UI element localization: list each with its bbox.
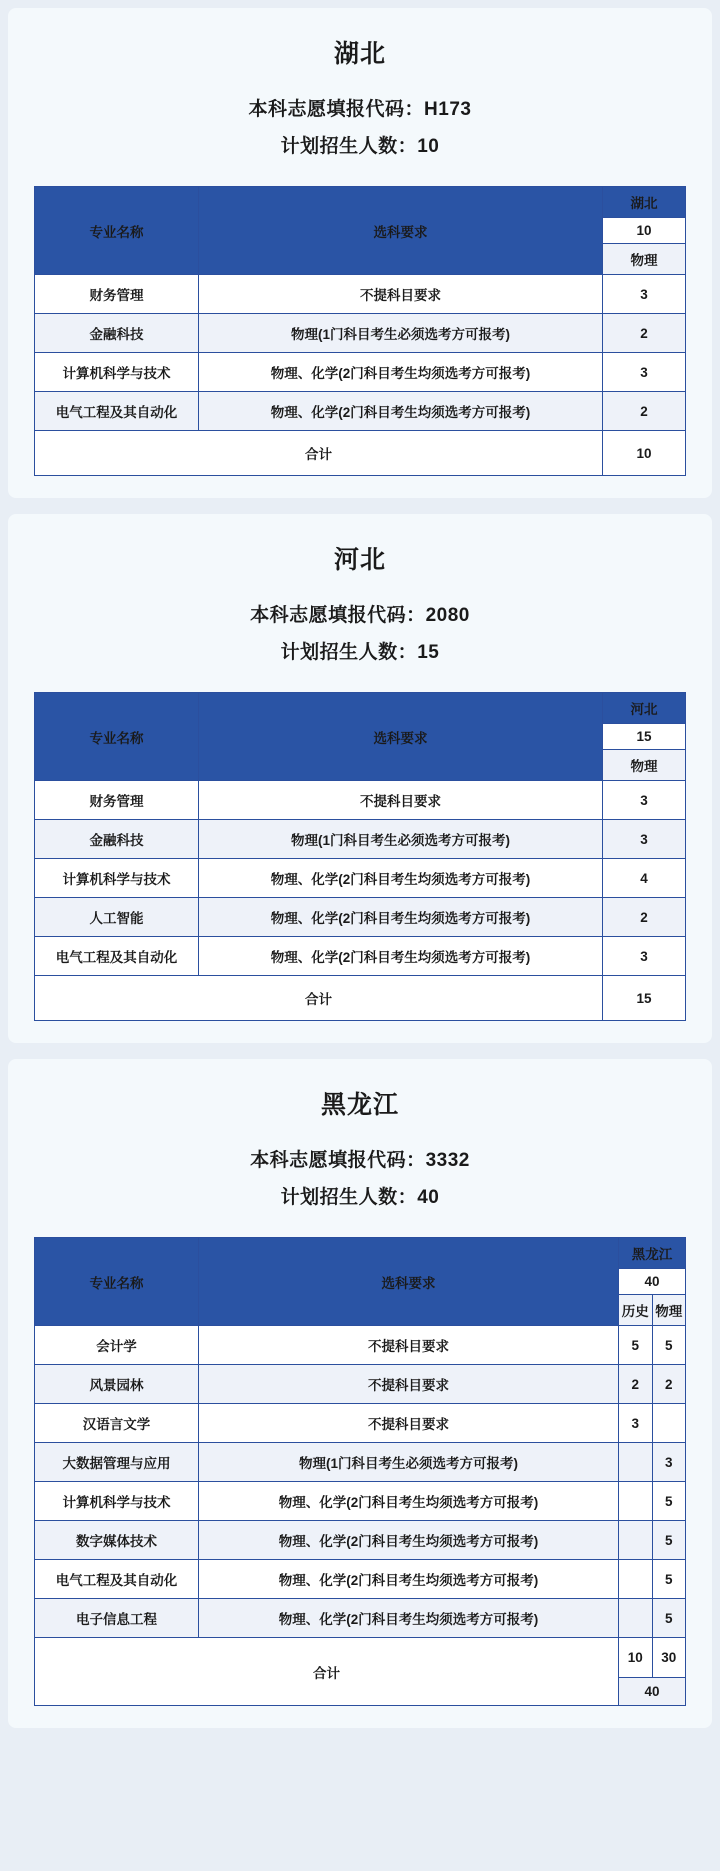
- table-row: [35, 859, 686, 898]
- plan-table: [34, 692, 686, 1021]
- column-header-requirement: 选科要求: [199, 1238, 619, 1326]
- requirement-cell: 物理、化学(2门科目考生均须选考方可报考): [199, 859, 603, 898]
- province-plan-count: 15: [603, 724, 686, 750]
- application-code-value: H173: [424, 99, 472, 120]
- count-cell: 2: [652, 1365, 686, 1404]
- province-column-header: 湖北: [603, 187, 686, 218]
- plan-count-line: [8, 637, 712, 664]
- table-row: [35, 820, 686, 859]
- requirement-cell: 物理(1门科目考生必须选考方可报考): [199, 314, 603, 353]
- table-row: [35, 353, 686, 392]
- requirement-cell: 物理、化学(2门科目考生均须选考方可报考): [199, 937, 603, 976]
- table-row: [35, 1443, 686, 1482]
- total-value: 10: [619, 1638, 653, 1678]
- total-value: 15: [603, 976, 686, 1021]
- plan-table-wrapper: [34, 186, 686, 476]
- requirement-cell: 物理、化学(2门科目考生均须选考方可报考): [199, 1599, 619, 1638]
- plan-count-value: 40: [417, 1187, 440, 1208]
- requirement-cell: 不提科目要求: [199, 1404, 619, 1443]
- major-name-cell: 汉语言文学: [35, 1404, 199, 1443]
- major-name-cell: 计算机科学与技术: [35, 1482, 199, 1521]
- province-plan-count: 40: [619, 1269, 686, 1295]
- subject-column-header: 历史: [619, 1295, 653, 1326]
- table-row: [35, 898, 686, 937]
- subject-column-header: 物理: [603, 750, 686, 781]
- plan-table: [34, 1237, 686, 1706]
- province-card: [8, 514, 712, 1043]
- application-code-label: 本科志愿填报代码：: [250, 1150, 426, 1171]
- count-cell: 2: [619, 1365, 653, 1404]
- province-card: [8, 1059, 712, 1728]
- plan-count-value: 10: [417, 136, 440, 157]
- major-name-cell: 电气工程及其自动化: [35, 392, 199, 431]
- major-name-cell: 大数据管理与应用: [35, 1443, 199, 1482]
- table-total-row: [35, 976, 686, 1021]
- count-cell: 2: [603, 898, 686, 937]
- application-code-value: 2080: [425, 605, 470, 626]
- plan-table: [34, 186, 686, 476]
- province-plan-count: 10: [603, 218, 686, 244]
- requirement-cell: 不提科目要求: [199, 1326, 619, 1365]
- requirement-cell: 不提科目要求: [199, 781, 603, 820]
- province-column-header: 河北: [603, 693, 686, 724]
- table-header-row: [35, 187, 686, 218]
- application-code-label: 本科志愿填报代码：: [248, 99, 425, 120]
- count-cell: 3: [603, 275, 686, 314]
- table-row: [35, 1326, 686, 1365]
- subject-column-header: 物理: [603, 244, 686, 275]
- major-name-cell: 计算机科学与技术: [35, 859, 199, 898]
- count-cell: 3: [603, 781, 686, 820]
- count-cell: [652, 1404, 686, 1443]
- table-row: [35, 392, 686, 431]
- total-label: 合计: [35, 1638, 619, 1706]
- major-name-cell: 人工智能: [35, 898, 199, 937]
- application-code-line: [8, 94, 712, 121]
- count-cell: 3: [603, 353, 686, 392]
- count-cell: [619, 1560, 653, 1599]
- major-name-cell: 金融科技: [35, 314, 199, 353]
- major-name-cell: 会计学: [35, 1326, 199, 1365]
- table-row: [35, 1521, 686, 1560]
- plan-count-label: 计划招生人数：: [280, 136, 418, 157]
- count-cell: 5: [652, 1482, 686, 1521]
- requirement-cell: 物理、化学(2门科目考生均须选考方可报考): [199, 353, 603, 392]
- table-total-row: [35, 431, 686, 476]
- table-row: [35, 1599, 686, 1638]
- count-cell: 5: [652, 1599, 686, 1638]
- major-name-cell: 财务管理: [35, 275, 199, 314]
- major-name-cell: 金融科技: [35, 820, 199, 859]
- count-cell: 5: [652, 1560, 686, 1599]
- column-header-requirement: 选科要求: [199, 693, 603, 781]
- table-row: [35, 314, 686, 353]
- major-name-cell: 财务管理: [35, 781, 199, 820]
- plan-count-line: [8, 1182, 712, 1209]
- count-cell: 4: [603, 859, 686, 898]
- application-code-line: [8, 600, 712, 627]
- total-value: 10: [603, 431, 686, 476]
- count-cell: 3: [619, 1404, 653, 1443]
- plan-count-label: 计划招生人数：: [280, 1187, 418, 1208]
- count-cell: [619, 1482, 653, 1521]
- column-header-major: 专业名称: [35, 1238, 199, 1326]
- application-code-line: [8, 1145, 712, 1172]
- application-code-value: 3332: [425, 1150, 470, 1171]
- count-cell: 3: [603, 937, 686, 976]
- requirement-cell: 物理、化学(2门科目考生均须选考方可报考): [199, 1521, 619, 1560]
- major-name-cell: 电子信息工程: [35, 1599, 199, 1638]
- total-value: 30: [652, 1638, 686, 1678]
- count-cell: [619, 1521, 653, 1560]
- requirement-cell: 不提科目要求: [199, 275, 603, 314]
- plan-table-wrapper: [34, 692, 686, 1021]
- count-cell: 5: [619, 1326, 653, 1365]
- major-name-cell: 数字媒体技术: [35, 1521, 199, 1560]
- province-card: [8, 8, 712, 498]
- major-name-cell: 电气工程及其自动化: [35, 937, 199, 976]
- total-label: 合计: [35, 431, 603, 476]
- table-total-row: [35, 1638, 686, 1678]
- count-cell: [619, 1443, 653, 1482]
- application-code-label: 本科志愿填报代码：: [250, 605, 426, 626]
- requirement-cell: 物理(1门科目考生必须选考方可报考): [199, 820, 603, 859]
- table-row: [35, 1482, 686, 1521]
- count-cell: 5: [652, 1326, 686, 1365]
- requirement-cell: 物理、化学(2门科目考生均须选考方可报考): [199, 1560, 619, 1599]
- count-cell: 2: [603, 392, 686, 431]
- count-cell: 3: [603, 820, 686, 859]
- requirement-cell: 不提科目要求: [199, 1365, 619, 1404]
- total-label: 合计: [35, 976, 603, 1021]
- column-header-major: 专业名称: [35, 187, 199, 275]
- major-name-cell: 风景园林: [35, 1365, 199, 1404]
- plan-count-label: 计划招生人数：: [280, 642, 418, 663]
- table-header-row: [35, 1238, 686, 1269]
- major-name-cell: 电气工程及其自动化: [35, 1560, 199, 1599]
- count-cell: 3: [652, 1443, 686, 1482]
- count-cell: [619, 1599, 653, 1638]
- province-title: 湖北: [333, 40, 386, 68]
- table-row: [35, 1560, 686, 1599]
- table-row: [35, 1404, 686, 1443]
- requirement-cell: 物理(1门科目考生必须选考方可报考): [199, 1443, 619, 1482]
- table-row: [35, 275, 686, 314]
- column-header-requirement: 选科要求: [199, 187, 603, 275]
- province-title: 黑龙江: [320, 1091, 399, 1119]
- major-name-cell: 计算机科学与技术: [35, 353, 199, 392]
- table-row: [35, 781, 686, 820]
- table-header-row: [35, 693, 686, 724]
- requirement-cell: 物理、化学(2门科目考生均须选考方可报考): [199, 392, 603, 431]
- plan-table-wrapper: [34, 1237, 686, 1706]
- column-header-major: 专业名称: [35, 693, 199, 781]
- count-cell: 2: [603, 314, 686, 353]
- subject-column-header: 物理: [652, 1295, 686, 1326]
- plan-count-line: [8, 131, 712, 158]
- grand-total-value: 40: [619, 1678, 686, 1706]
- plan-count-value: 15: [417, 642, 440, 663]
- requirement-cell: 物理、化学(2门科目考生均须选考方可报考): [199, 898, 603, 937]
- requirement-cell: 物理、化学(2门科目考生均须选考方可报考): [199, 1482, 619, 1521]
- province-title: 河北: [333, 546, 386, 574]
- province-column-header: 黑龙江: [619, 1238, 686, 1269]
- table-row: [35, 937, 686, 976]
- table-row: [35, 1365, 686, 1404]
- count-cell: 5: [652, 1521, 686, 1560]
